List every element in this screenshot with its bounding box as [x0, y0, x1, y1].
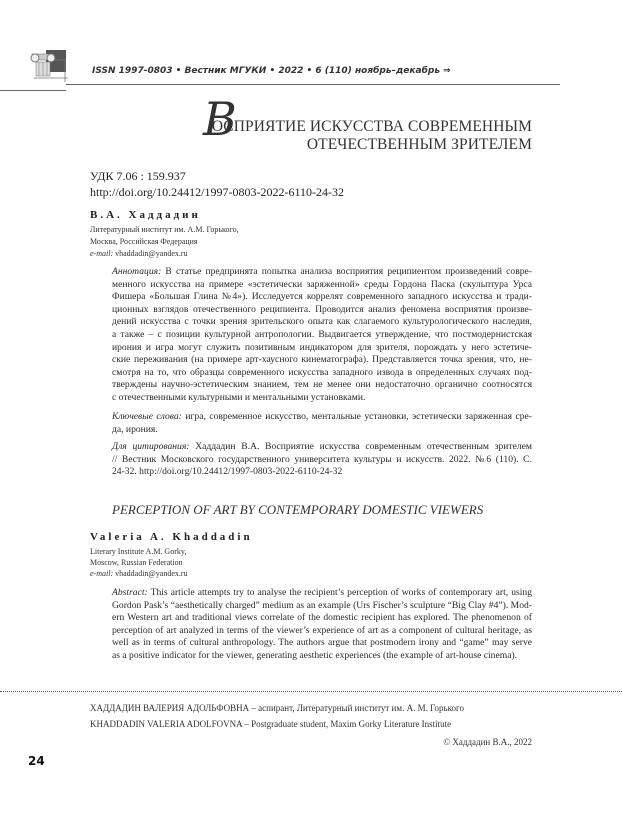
text-line — [112, 600, 532, 612]
line-text: дений искусства с точки зрения зрительского опыта как слагаемого культурологического наследия, — [112, 316, 532, 328]
author-name-en: Valeria A. Khaddadin — [90, 531, 253, 543]
line-text: смотря на то, что образцы современного искусства западного извода в определенных случаях под- — [112, 366, 532, 378]
line-text: Хаддадин В.А. Восприятие искусства современным отечественным зрителем — [189, 441, 532, 452]
text-line — [112, 612, 532, 624]
copyright: © Хаддадин В.А., 2022 — [443, 737, 532, 747]
author-affiliation-en: Literary Institute A.M. Gorky, — [90, 547, 187, 556]
footnote-author-en: KHADDADIN VALERIA ADOLFOVNA – Postgraduate student, Maxim Gorky Literature Institute — [90, 719, 452, 729]
line-text: В статье предпринята попытка анализа восприятия реципиентом произведений совре- — [161, 266, 532, 277]
text-line — [112, 329, 532, 341]
text-line — [112, 392, 532, 404]
header-rule — [66, 84, 560, 85]
text-line — [112, 316, 532, 328]
line-text: ирония и игра могут служить позитивным индикатором для зрителя, порождать у него эстетиче- — [112, 341, 532, 353]
email-label: e-mail: — [90, 249, 114, 258]
line-text: well as in terms of cultural anthropology. The authors argue that postmodern irony and “game” may serve — [112, 637, 532, 649]
text-line — [112, 291, 532, 303]
text-line — [112, 354, 532, 366]
doi-link[interactable]: http://doi.org/10.24412/1997-0803-2022-6110-24-32 — [90, 185, 344, 199]
author-email-ru — [90, 249, 188, 258]
line-text: This article attempts try to analyse the recipient’s perception of works of contemporary art, using — [147, 587, 532, 598]
text-line — [112, 266, 532, 278]
section-label: Abstract: — [112, 587, 148, 598]
line-text: игра, современное искусство, ментальные установки, эстетически заряженная сре- — [181, 411, 532, 422]
ionic-column-icon — [28, 48, 68, 82]
author-name-ru: В.А. Хаддадин — [90, 209, 201, 221]
text-line — [112, 650, 532, 662]
running-header: ISSN 1997-0803 • Вестник МГУКИ • 2022 • 6 (110) ноябрь–декабрь ⇒ — [92, 66, 451, 76]
text-line — [112, 379, 532, 391]
section-label: Для цитирования: — [112, 441, 190, 452]
author-email-en — [90, 569, 188, 578]
line-text: ern Western art and traditional views correlate of the domestic recipient has explored. The phenomenon of — [112, 612, 532, 624]
email-link[interactable]: vhaddadin@yandex.ru — [115, 569, 188, 578]
line-text: 24-32. http://doi.org/10.24412/1997-0803-2022-6110-24-32 — [112, 466, 343, 478]
title-line-1: ОСПРИЯТИЕ ИСКУССТВА СОВРЕМЕННЫМ — [211, 118, 532, 135]
line-text: Фишера «Большая Глина №4»). Исследуется коррелят современного западного искусства и тради- — [112, 291, 532, 303]
line-text: тверждены научно-эстетическим знанием, тем не менее они недостаточно органично соотносятся — [112, 379, 532, 391]
text-line — [112, 587, 532, 599]
author-affiliation-ru: Литературный институт им. А.М. Горького, — [90, 225, 239, 234]
header-rule-left — [0, 90, 66, 91]
line-text: менного искусства на примере «эстетически заряженной» среды Гордона Паска (скульптура Урса — [112, 278, 532, 290]
line-text: // Вестник Московского государственного университета культуры и искусств. 2022. №6 (110). С. — [112, 453, 532, 465]
section-label: Ключевые слова: — [112, 411, 182, 422]
text-line — [112, 441, 532, 453]
title-dropcap: В — [203, 92, 237, 146]
author-location-en: Moscow, Russian Federation — [90, 558, 183, 567]
line-text: а также – с позиции культурной антропологии. Выдвигается утверждение, что постмодернистская — [112, 329, 532, 340]
text-line — [112, 637, 532, 649]
line-text: ские переживания (на примере арт-хаусного кинематографа). Представляется точка зрения, что, не- — [112, 354, 532, 366]
page-number: 24 — [28, 754, 45, 768]
text-line — [112, 454, 532, 466]
line-text: as a positive indicator for the viewer, generating aesthetic experiences (the example of art-house cinema). — [112, 650, 518, 661]
udk-code: УДК 7.06 : 159.937 — [90, 169, 186, 183]
text-line — [112, 466, 532, 478]
title-line-2: ОТЕЧЕСТВЕННЫМ ЗРИТЕЛЕМ — [306, 136, 532, 153]
text-line — [112, 411, 532, 423]
email-label: e-mail: — [90, 569, 114, 578]
line-text: Gordon Pask’s “aesthetically charged” medium as an example (Urs Fischer’s sculpture “Big Clay #4”). Mod- — [112, 599, 532, 611]
author-location-ru: Москва, Российская Федерация — [90, 237, 198, 246]
text-line — [112, 424, 532, 436]
line-text: ционных взглядов отечественного реципиента. Проводится анализ феномена восприятия произве- — [112, 303, 532, 315]
text-line — [112, 342, 532, 354]
email-link[interactable]: vhaddadin@yandex.ru — [115, 249, 188, 258]
footnote-separator — [0, 691, 622, 692]
text-line — [112, 304, 532, 316]
line-text: с отечественными культурными и ментальными установками. — [112, 392, 366, 403]
text-line — [112, 625, 532, 637]
line-text: да, ирония. — [112, 423, 158, 435]
text-line — [112, 367, 532, 379]
english-title: PERCEPTION OF ART BY CONTEMPORARY DOMESTIC VIEWERS — [112, 502, 484, 517]
text-line — [112, 279, 532, 291]
line-text: perception of art analyzed in terms of the viewer’s experience of art as a component of cultural heritage, as — [112, 624, 532, 636]
section-label: Аннотация: — [112, 266, 162, 277]
footnote-author-ru: ХАДДАДИН ВАЛЕРИЯ АДОЛЬФОВНА – аспирант, Литературный институт им. А. М. Горького — [90, 703, 464, 713]
